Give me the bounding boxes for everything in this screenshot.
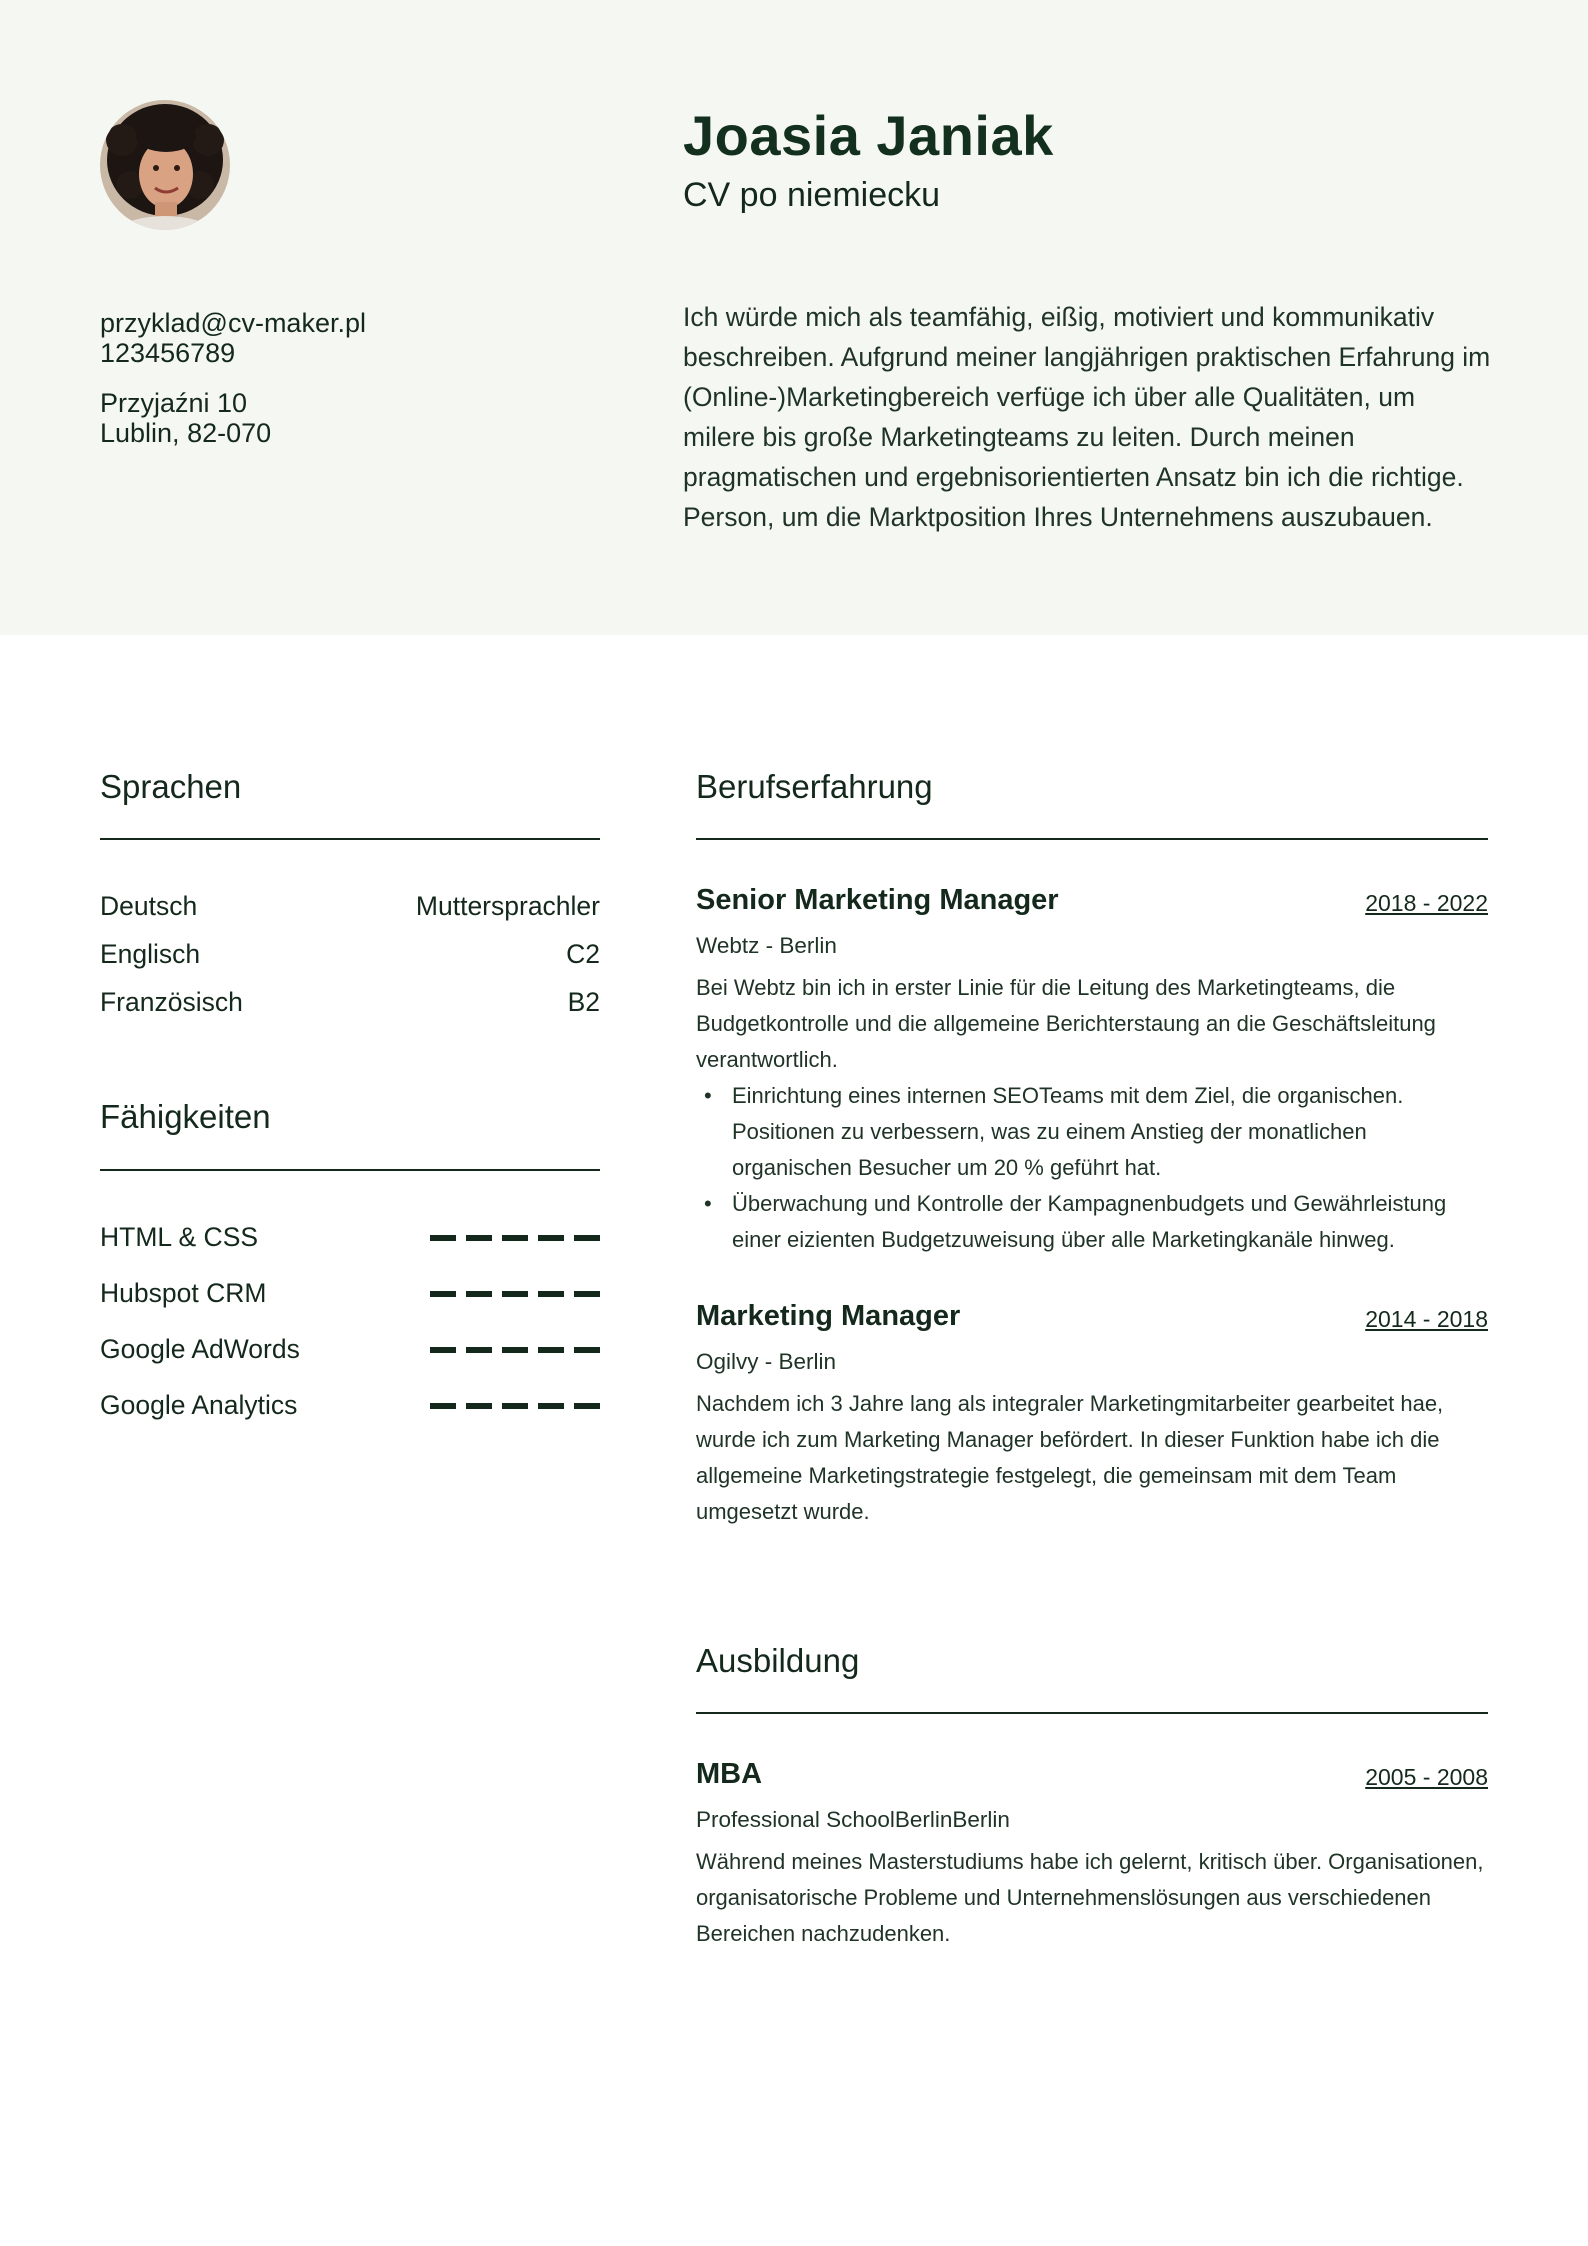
job-title: Senior Marketing Manager	[696, 884, 1059, 916]
languages-divider	[100, 838, 600, 840]
list-item: • Einrichtung eines internen SEOTeams mit dem Ziel, die organischen. Positionen zu verbessern, was zu einem Anstieg der monatlichen organischen Besucher um 20 % geführt hat.	[696, 1078, 1488, 1186]
skill-row	[100, 1390, 600, 1421]
language-row	[100, 987, 600, 1018]
rating-dash	[502, 1347, 528, 1353]
skill-row	[100, 1334, 600, 1365]
language-row	[100, 939, 600, 970]
job-dates: 2018 - 2022	[1365, 890, 1488, 916]
education-heading: Ausbildung	[696, 1642, 860, 1679]
education-dates: 2005 - 2008	[1365, 1764, 1488, 1790]
rating-dash	[466, 1347, 492, 1353]
rating-dash	[466, 1235, 492, 1241]
street-address: Przyjaźni 10	[100, 388, 248, 418]
rating-dash	[430, 1347, 456, 1353]
candidate-name: Joasia Janiak	[683, 104, 1054, 167]
skill-rating	[430, 1291, 600, 1297]
experience-divider	[696, 838, 1488, 840]
skill-name: HTML & CSS	[100, 1222, 259, 1252]
rating-dash	[538, 1403, 564, 1409]
job-description: Bei Webtz bin ich in erster Linie für die Leitung des Marketingteams, die Budgetkontrolle und die allgemeine Berichterstaung an die Geschäftsleitung verantwortlich.	[696, 975, 1436, 1072]
skill-rating	[430, 1235, 600, 1241]
education-description: Während meines Masterstudiums habe ich gelernt, kritisch über. Organisationen, organisatorische Probleme und Unternehmenslösungen aus verschiedenen Bereichen nachzudenken.	[696, 1849, 1484, 1946]
language-level: C2	[566, 939, 600, 969]
rating-dash	[502, 1291, 528, 1297]
rating-dash	[430, 1235, 456, 1241]
language-row	[100, 891, 600, 922]
rating-dash	[574, 1403, 600, 1409]
job-dates: 2014 - 2018	[1365, 1306, 1488, 1332]
language-level: Muttersprachler	[415, 891, 600, 921]
experience-heading: Berufserfahrung	[696, 768, 933, 805]
rating-dash	[574, 1291, 600, 1297]
rating-dash	[466, 1403, 492, 1409]
rating-dash	[430, 1291, 456, 1297]
skill-name: Google AdWords	[100, 1334, 300, 1364]
degree-title: MBA	[696, 1758, 763, 1790]
profile-summary: Ich würde mich als teamfähig, eißig, motiviert und kommunikativ beschreiben. Aufgrund meiner langjährigen praktischen Erfahrung im (Online-)Marketingbereich verfüge ich über alle Qualitäten, um milere bis große Marketingteams zu leiten. Durch meinen pragmatischen und ergebnisorientierten Ansatz bin ich die richtige. Person, um die Marktposition Ihres Unternehmens auszubauen.	[683, 302, 1491, 532]
rating-dash	[502, 1235, 528, 1241]
rating-dash	[538, 1347, 564, 1353]
skill-name: Google Analytics	[100, 1390, 298, 1420]
contact-block	[100, 308, 366, 448]
skill-row	[100, 1222, 600, 1253]
list-item: • Überwachung und Kontrolle der Kampagnenbudgets und Gewährleistung einer eizienten Budgetzuweisung über alle Marketingkanäle hinweg.	[696, 1186, 1488, 1258]
language-name: Französisch	[100, 987, 243, 1017]
profile-photo	[100, 100, 230, 230]
rating-dash	[502, 1403, 528, 1409]
language-level: B2	[567, 987, 600, 1017]
skills-divider	[100, 1169, 600, 1171]
skills-heading: Fähigkeiten	[100, 1098, 271, 1135]
rating-dash	[538, 1235, 564, 1241]
education-divider	[696, 1712, 1488, 1714]
document-subtitle: CV po niemiecku	[683, 176, 941, 214]
skill-rating	[430, 1347, 600, 1353]
city-address: Lublin, 82-070	[100, 418, 272, 448]
job-achievements	[696, 1078, 1488, 1258]
rating-dash	[430, 1403, 456, 1409]
languages-heading: Sprachen	[100, 768, 242, 805]
rating-dash	[574, 1235, 600, 1241]
rating-dash	[466, 1291, 492, 1297]
job-title: Marketing Manager	[696, 1300, 961, 1332]
skill-name: Hubspot CRM	[100, 1278, 267, 1308]
language-name: Englisch	[100, 939, 201, 969]
rating-dash	[538, 1291, 564, 1297]
language-name: Deutsch	[100, 891, 198, 921]
phone-number: 123456789	[100, 338, 236, 368]
job-company: Webtz - Berlin	[696, 933, 837, 958]
email-address: przyklad@cv-maker.pl	[100, 308, 366, 338]
job-description: Nachdem ich 3 Jahre lang als integraler Marketingmitarbeiter gearbeitet hae, wurde ich zum Marketing Manager befördert. In dieser Funktion habe ich die allgemeine Marketingstrategie festgelegt, die gemeinsam mit dem Team umgesetzt wurde.	[696, 1391, 1444, 1524]
school-name: Professional SchoolBerlinBerlin	[696, 1807, 1010, 1832]
rating-dash	[574, 1347, 600, 1353]
job-company: Ogilvy - Berlin	[696, 1349, 837, 1374]
skill-row	[100, 1278, 600, 1309]
skill-rating	[430, 1403, 600, 1409]
